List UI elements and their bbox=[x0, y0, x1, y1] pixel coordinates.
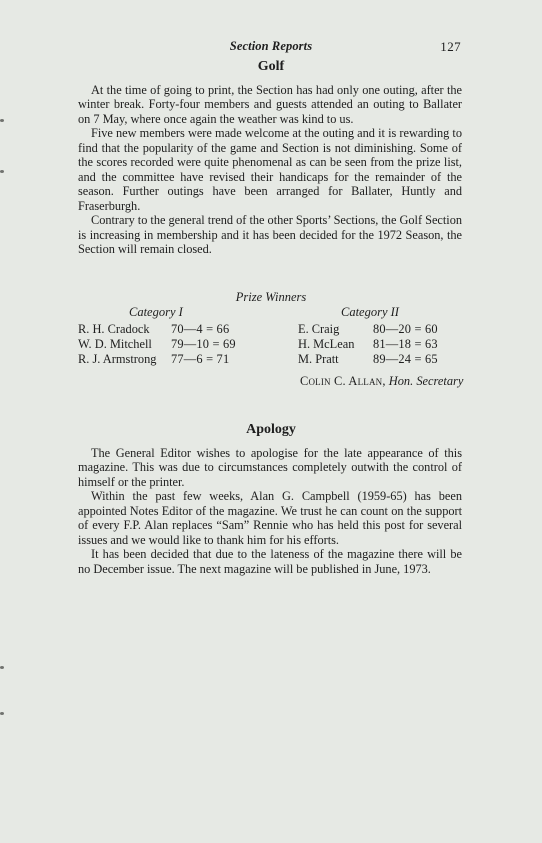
winner-name: H. McLean bbox=[298, 337, 355, 351]
winner-score: 79—10 = 69 bbox=[171, 337, 236, 351]
apology-paragraph-2: Within the past few weeks, Alan G. Campbell (1959-65) has been appointed Notes Editor of the magazine. We trust he can count on the support of every F.P. Alan replaces “Sam” Rennie who has held this post for several issues and we would like to thank him for his efforts. bbox=[78, 489, 462, 547]
winner-name: R. J. Armstrong bbox=[78, 352, 157, 366]
page-number: 127 bbox=[440, 39, 461, 54]
winner-score: 81—18 = 63 bbox=[373, 337, 438, 351]
running-title: Section Reports bbox=[229, 39, 313, 53]
running-head bbox=[0, 38, 542, 56]
winner-score: 89—24 = 65 bbox=[373, 352, 438, 366]
category-1-winner-row bbox=[78, 352, 268, 367]
binding-mark bbox=[0, 666, 4, 669]
category-1-winner-row bbox=[78, 337, 268, 352]
golf-report bbox=[78, 83, 462, 256]
winner-score: 70—4 = 66 bbox=[171, 322, 230, 336]
category-2-winner-row bbox=[298, 352, 468, 367]
winner-score: 77—6 = 71 bbox=[171, 352, 230, 366]
signature-name: Colin C. Allan, bbox=[300, 374, 386, 388]
golf-paragraph-1: At the time of going to print, the Section has had only one outing, after the winter break. Forty-four members and guests attended an outing to Ballater on 7 May, where once again the weather was kind to us. bbox=[78, 83, 462, 126]
category-1-heading: Category I bbox=[129, 305, 183, 319]
apology-paragraph-1: The General Editor wishes to apologise for the late appearance of this magazine. This was due to circumstances completely outwith the control of himself or the printer. bbox=[78, 446, 462, 489]
apology-paragraph-3: It has been decided that due to the lateness of the magazine there will be no December issue. The next magazine will be published in June, 1973. bbox=[78, 547, 462, 576]
apology-heading: Apology bbox=[246, 422, 296, 437]
winner-name: E. Craig bbox=[298, 322, 340, 336]
prize-winners-heading: Prize Winners bbox=[235, 290, 307, 304]
winner-name: W. D. Mitchell bbox=[78, 337, 152, 351]
apology-section bbox=[78, 446, 462, 576]
winner-score: 80—20 = 60 bbox=[373, 322, 438, 336]
category-2-heading: Category II bbox=[341, 305, 399, 319]
category-2-winner-row bbox=[298, 322, 468, 337]
golf-signature bbox=[300, 374, 464, 389]
golf-paragraph-2: Five new members were made welcome at the outing and it is rewarding to find that the popularity of the game and Section is not diminishing. Some of the scores recorded were quite phenomenal as can be seen from the prize list, and the committee have revised their handicaps for the remainder of the season. Further outings have been arranged for Ballater, Huntly and Fraserburgh. bbox=[78, 126, 462, 213]
binding-mark bbox=[0, 170, 4, 173]
category-1-winner-row bbox=[78, 322, 268, 337]
binding-mark bbox=[0, 119, 4, 122]
winner-name: M. Pratt bbox=[298, 352, 339, 366]
binding-mark bbox=[0, 712, 4, 715]
signature-title: Hon. Secretary bbox=[388, 374, 464, 388]
category-2-winner-row bbox=[298, 337, 468, 352]
golf-paragraph-3: Contrary to the general trend of the other Sports’ Sections, the Golf Section is increasing in membership and it has been decided for the 1972 Season, the Section will remain closed. bbox=[78, 213, 462, 256]
golf-heading: Golf bbox=[257, 59, 285, 74]
winner-name: R. H. Cradock bbox=[78, 322, 150, 336]
